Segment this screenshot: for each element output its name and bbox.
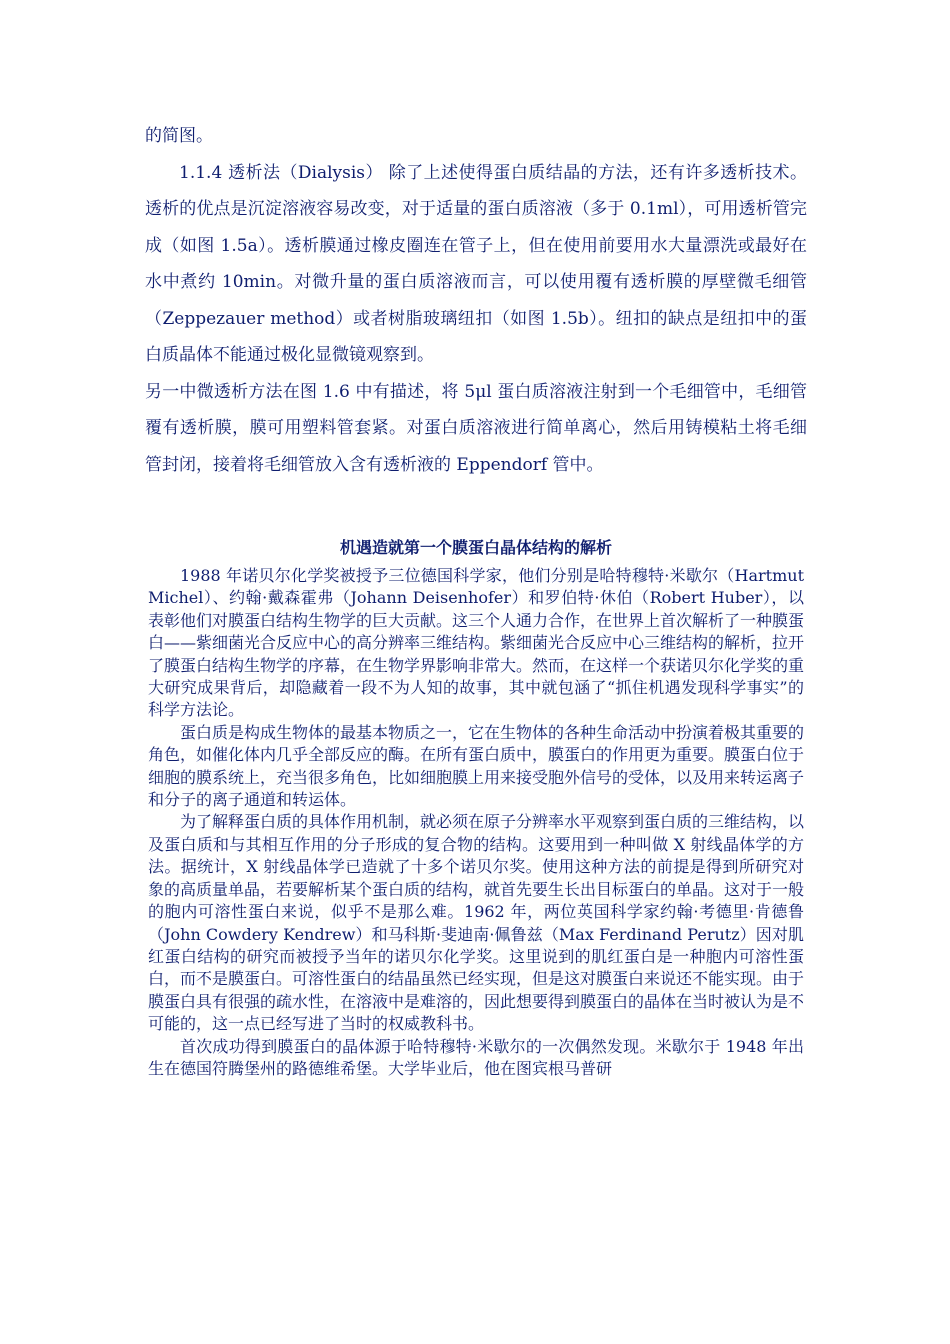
dialysis-section: [145, 118, 807, 483]
article-paragraph-michel: 首次成功得到膜蛋白的晶体源于哈特穆特·米歇尔的一次偶然发现。米歇尔于 1948 年出生在德国符腾堡州的路德维希堡。大学毕业后，他在图宾根马普研: [148, 1036, 804, 1078]
article-paragraph-proteins: 蛋白质是构成生物体的最基本物质之一，它在生物体的各种生命活动中扮演着极其重要的角色，如催化体内几乎全部反应的酶。在所有蛋白质中，膜蛋白的作用更为重要。膜蛋白位于细胞的膜系统上，充当很多角色，比如细胞膜上用来接受胞外信号的受体，以及用来转运离子和分子的离子通道和转运体。: [148, 722, 805, 810]
paragraph-dialysis: 1.1.4 透析法（Dialysis） 除了上述使得蛋白质结晶的方法，还有许多透析技术。透析的优点是沉淀溶液容易改变，对于适量的蛋白质溶液（多于 0.1ml），可用透析管完成（如图 1.5a）。透析膜通过橡皮圈连在管子上，但在使用前要用水大量漂洗或最好在水中煮约 10min。对微升量的蛋白质溶液而言，可以使用覆有透析膜的厚壁微毛细管（Zeppezauer method）或者树脂玻璃纽扣（如图 1.5b）。纽扣的缺点是纽扣中的蛋白质晶体不能通过极化显微镜观察到。: [145, 162, 807, 365]
article-paragraph-nobel: 1988 年诺贝尔化学奖被授予三位德国科学家，他们分别是哈特穆特·米歇尔（Hartmut Michel）、约翰·戴森霍弗（Johann Deisenhofer）和罗伯特·休伯（Robert Huber），以表彰他们对膜蛋白结构生物学的巨大贡献。这三个人通力合作，在世界上首次解析了一种膜蛋白——紫细菌光合反应中心的高分辨率三维结构。紫细菌光合反应中心三维结构的解析，拉开了膜蛋白结构生物学的序幕，在生物学界影响非常大。然而，在这样一个获诺贝尔化学奖的重大研究成果背后，却隐藏着一段不为人知的故事，其中就包涵了“抓住机遇发现科学事实”的科学方法论。: [148, 566, 805, 720]
article-paragraph-xray: 为了解释蛋白质的具体作用机制，就必须在原子分辨率水平观察到蛋白质的三维结构，以及蛋白质和与其相互作用的分子形成的复合物的结构。这要用到一种叫做 X 射线晶体学的方法。据统计，X 射线晶体学已造就了十多个诺贝尔奖。使用这种方法的前提是得到所研究对象的高质量单晶，若要解析某个蛋白质的结构，就首先要生长出目标蛋白的单晶。这对于一般的胞内可溶性蛋白来说，似乎不是那么难。1962 年，两位英国科学家约翰·考德里·肯德鲁（John Cowdery Kendrew）和马科斯·斐迪南·佩鲁兹（Max Ferdinand Perutz）因对肌红蛋白结构的研究而被授予当年的诺贝尔化学奖。这里说到的肌红蛋白是一种胞内可溶性蛋白，而不是膜蛋白。可溶性蛋白的结晶虽然已经实现，但是这对膜蛋白来说还不能实现。由于膜蛋白具有很强的疏水性，在溶液中是难溶的，因此想要得到膜蛋白的晶体在当时被认为是不可能的，这一点已经写进了当时的权威教科书。: [148, 812, 805, 1034]
article-title: 机遇造就第一个膜蛋白晶体结构的解析: [339, 538, 612, 557]
text-fragment-diagram: 的简图。: [145, 126, 213, 146]
paragraph-microdialysis: 另一中微透析方法在图 1.6 中有描述，将 5μl 蛋白质溶液注射到一个毛细管中，毛细管覆有透析膜，膜可用塑料管套紧。对蛋白质溶液进行简单离心，然后用铸模粘土将毛细管封闭，接着将毛细管放入含有透析液的 Eppendorf 管中。: [145, 381, 807, 475]
article-body: [148, 565, 804, 1080]
